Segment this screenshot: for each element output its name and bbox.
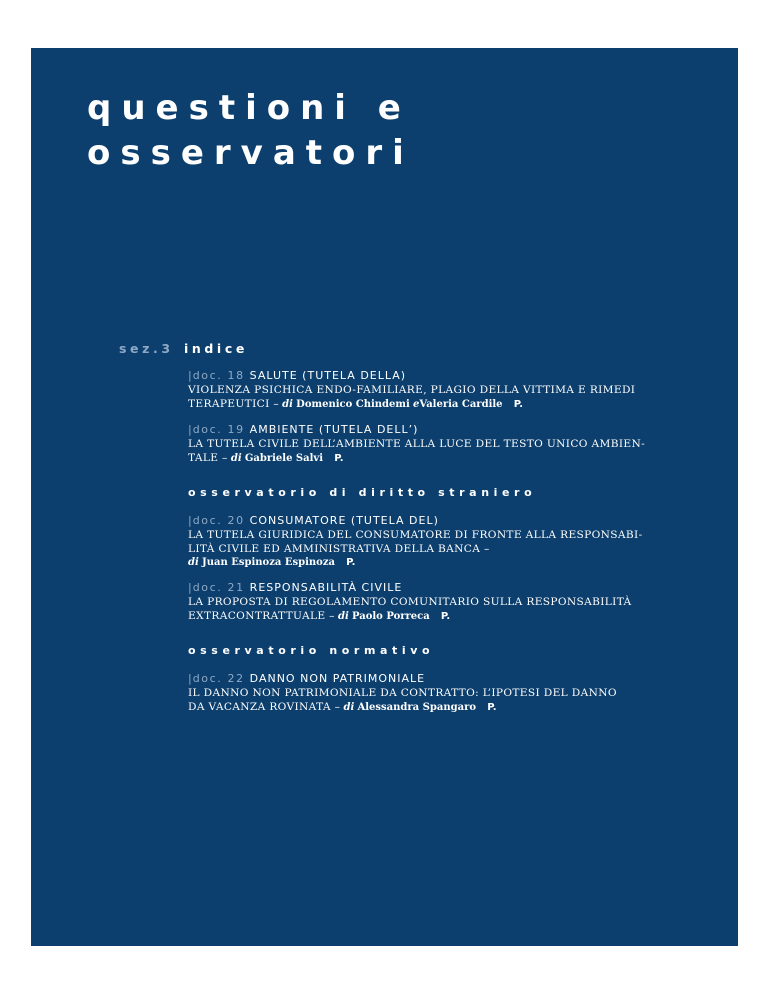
page-ref: P. — [346, 557, 356, 568]
entry-byline — [188, 556, 698, 570]
doc-bar: | — [188, 514, 192, 527]
doc-bar: | — [188, 581, 192, 594]
doc-subject: DANNO NON PATRIMONIALE — [249, 672, 426, 685]
author: Paolo Porreca — [351, 611, 430, 622]
doc-bar: | — [188, 369, 192, 382]
index-content — [188, 368, 698, 715]
doc-subject: CONSUMATORE (TUTELA DEL) — [249, 514, 439, 527]
entry-byline — [188, 700, 698, 715]
by-label: di — [343, 702, 355, 713]
entry-title-line: TERAPEUTICI – — [188, 398, 279, 410]
title-line-2: osservatori — [87, 133, 414, 173]
doc-line — [188, 422, 698, 437]
index-label: indice — [184, 341, 248, 356]
page-ref: P. — [513, 399, 524, 410]
entry-byline — [188, 451, 698, 466]
doc-number: doc. 18 — [192, 369, 245, 382]
doc-bar: | — [188, 672, 192, 685]
entry-title-line: TALE – — [188, 452, 228, 464]
entry-title-line: LA PROPOSTA DI REGOLAMENTO COMUNITARIO SULLA RESPONSABILITÀ — [188, 596, 632, 608]
by-label: di — [188, 557, 199, 568]
doc-bar: | — [188, 423, 192, 436]
doc-subject: RESPONSABILITÀ CIVILE — [249, 581, 403, 594]
entry-title-line: LA TUTELA CIVILE DELL’AMBIENTE ALLA LUCE DEL TESTO UNICO AMBIEN- — [188, 438, 646, 450]
entry-title-line: DA VACANZA ROVINATA – — [188, 701, 341, 713]
author: Gabriele Salvi — [244, 453, 324, 464]
doc-number: doc. 19 — [192, 423, 245, 436]
by-label: di — [338, 611, 349, 622]
entry-title-line: LITÀ CIVILE ED AMMINISTRATIVA DELLA BANCA – — [188, 543, 490, 555]
entry-title-line: VIOLENZA PSICHICA ENDO-FAMILIARE, PLAGIO DELLA VITTIMA E RIMEDI — [188, 384, 636, 396]
by-label: di — [230, 453, 242, 464]
index-entry-doc-22[interactable] — [188, 671, 698, 715]
title-line-1: questioni e — [87, 88, 411, 128]
doc-line — [188, 580, 698, 595]
doc-line — [188, 368, 698, 383]
index-entry-doc-19[interactable] — [188, 422, 698, 466]
section-heading-normative: osservatorio normativo — [188, 644, 435, 657]
entry-byline — [188, 397, 698, 412]
section-number: sez.3 — [119, 341, 174, 356]
doc-line — [188, 671, 698, 686]
doc-subject: SALUTE (TUTELA DELLA) — [249, 369, 407, 382]
author: Valeria Cardile — [419, 399, 503, 410]
conj-label: e — [412, 399, 420, 410]
doc-number: doc. 20 — [192, 514, 245, 527]
entry-title-line: LA TUTELA GIURIDICA DEL CONSUMATORE DI FRONTE ALLA RESPONSABI- — [188, 529, 643, 541]
index-entry-doc-21[interactable] — [188, 580, 698, 624]
section-title — [87, 86, 414, 176]
page-ref: P. — [440, 611, 451, 622]
entry-byline — [188, 609, 698, 624]
page-ref: P. — [334, 453, 344, 464]
doc-subject: AMBIENTE (TUTELA DELL’) — [249, 423, 419, 436]
cover-panel — [31, 48, 738, 946]
entry-title-line: EXTRACONTRATTUALE – — [188, 610, 335, 622]
index-entry-doc-18[interactable] — [188, 368, 698, 412]
page-ref: P. — [487, 702, 497, 713]
entry-title-line: IL DANNO NON PATRIMONIALE DA CONTRATTO: L’IPOTESI DEL DANNO — [188, 687, 617, 699]
doc-number: doc. 21 — [192, 581, 245, 594]
index-heading — [119, 341, 248, 356]
doc-line — [188, 513, 698, 528]
section-heading-foreign-law: osservatorio di diritto straniero — [188, 486, 537, 499]
author: Juan Espinoza Espinoza — [201, 557, 335, 568]
author: Alessandra Spangaro — [357, 702, 477, 713]
index-entry-doc-20[interactable] — [188, 513, 698, 570]
author: Domenico Chindemi — [296, 399, 410, 410]
doc-number: doc. 22 — [192, 672, 245, 685]
by-label: di — [282, 399, 293, 410]
